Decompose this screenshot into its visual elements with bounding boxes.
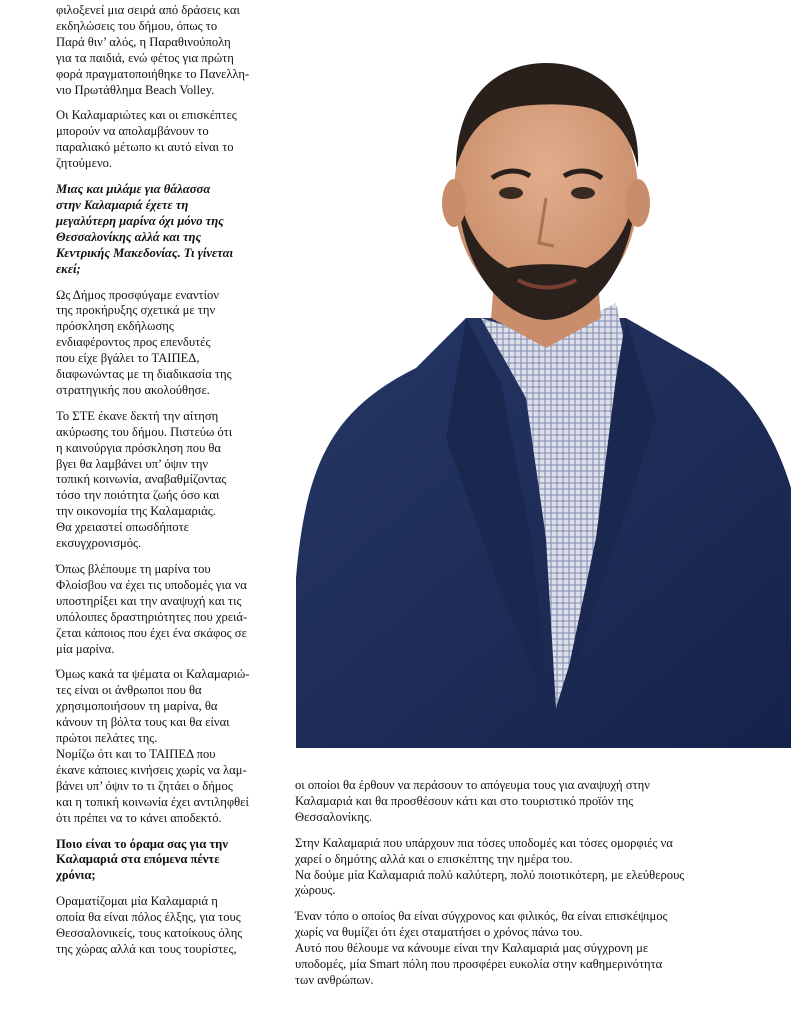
paragraph — [56, 288, 292, 399]
text-line: ζεται κάποιος που έχει ένα σκάφος σε — [56, 625, 247, 640]
text-line: οι οποίοι θα έρθουν να περάσουν το απόγευμα τους για αναψυχή στην — [295, 778, 650, 792]
text-line: Μιας και μιλάμε για θάλασσα — [56, 182, 211, 197]
text-line: νιο Πρωτάθλημα Beach Volley. — [56, 82, 215, 97]
text-line: φιλοξενεί μια σειρά από δράσεις και — [56, 3, 240, 17]
text-line: κάνουν τη βόλτα τους και θα είναι — [56, 715, 230, 730]
text-line: για τα παιδιά, ενώ φέτος για πρώτη — [56, 50, 234, 65]
paragraph — [56, 667, 292, 826]
text-line: τόσο την ποιότητα ζωής όσο και — [56, 488, 220, 503]
text-line: Ποιο είναι το όραμα σας για την — [56, 836, 228, 851]
text-line: Όπως βλέπουμε τη μαρίνα του — [56, 562, 211, 576]
text-line: διαφωνώντας με τη διαδικασία της — [56, 367, 232, 382]
text-line: Οραματίζομαι μία Καλαμαριά η — [56, 894, 218, 909]
text-line: έκανε κάποιες κινήσεις χωρίς να λαμ- — [56, 762, 247, 777]
text-line: τες είναι οι άνθρωποι που θα — [56, 683, 202, 698]
text-line: της χώρας αλλά και τους τουρίστες, — [56, 941, 237, 956]
text-line: χαρεί ο δημότης αλλά και ο επισκέπτης την ημέρα του. — [295, 851, 573, 866]
text-line: Καλαμαριά στα επόμενα πέντε — [56, 852, 220, 867]
portrait-photo — [296, 18, 791, 748]
text-line: των ανθρώπων. — [295, 972, 374, 987]
paragraph — [56, 108, 292, 172]
text-line: τοπική κοινωνία, αναβαθμίζοντας — [56, 472, 227, 487]
paragraph — [56, 894, 292, 958]
text-line: χωρίς να θυμίζει ότι έχει σταματήσει ο χρόνος πάνω του. — [295, 925, 583, 940]
text-line: παραλιακό μέτωπο κι αυτό είναι το — [56, 140, 234, 155]
text-line: της προκήρυξης σχετικά με την — [56, 303, 216, 318]
text-line: εκεί; — [56, 261, 81, 276]
interview-question — [56, 182, 292, 277]
text-line: χρησιμοποιήσουν τη μαρίνα, θα — [56, 699, 218, 714]
interview-question — [56, 837, 292, 885]
text-line: Το ΣΤΕ έκανε δεκτή την αίτηση — [56, 408, 219, 423]
text-line: στην Καλαμαριά έχετε τη — [56, 197, 189, 212]
text-line: χρόνια; — [56, 868, 96, 883]
text-line: Φλοίσβου να έχει τις υποδομές για να — [56, 577, 247, 592]
paragraph — [56, 3, 292, 98]
text-line: Θεσσαλονικείς, τους κατοίκους όλης — [56, 926, 243, 941]
text-line: που είχε βγάλει το ΤΑΙΠΕΔ, — [56, 351, 200, 366]
text-line: οποία θα είναι πόλος έλξης, για τους — [56, 910, 241, 925]
text-line: Παρά θιν’ αλός, η Παραθινούπολη — [56, 34, 231, 49]
text-line: Νομίζω ότι και το ΤΑΙΠΕΔ που — [56, 746, 216, 761]
text-line: και η τοπική κοινωνία έχει αντιληφθεί — [56, 794, 249, 809]
text-line: εκδηλώσεις του δήμου, όπως το — [56, 18, 218, 33]
text-line: Έναν τόπο ο οποίος θα είναι σύγχρονος και φιλικός, θα είναι επισκέψιμος — [295, 909, 668, 924]
paragraph — [56, 562, 292, 657]
text-line: μεγαλύτερη μαρίνα όχι μόνο της — [56, 213, 224, 228]
text-line: Ως Δήμος προσφύγαμε εναντίον — [56, 287, 219, 302]
text-line: ότι πρέπει να το κάνει αποδεκτό. — [56, 810, 222, 825]
text-line: την οικονομία της Καλαμαριάς. — [56, 504, 216, 519]
text-line: βάνει υπ’ όψιν το τι ζητάει ο δήμος — [56, 778, 233, 793]
text-line: Να δούμε μία Καλαμαριά πολύ καλύτερη, πολύ ποιοτικότερη, με ελεύθερους — [295, 867, 685, 882]
text-line: μπορούν να απολαμβάνουν το — [56, 124, 209, 139]
text-line: Θα χρειαστεί οπωσδήποτε — [56, 520, 189, 535]
text-line: φορά πραγματοποιήθηκε το Πανελλη- — [56, 66, 250, 81]
left-text-column — [56, 3, 292, 968]
text-line: Θεσσαλονίκης αλλά και της — [56, 229, 202, 244]
text-line: βγει θα λαμβάνει υπ’ όψιν την — [56, 456, 209, 471]
paragraph — [295, 909, 775, 989]
text-line: υπόλοιπες δραστηριότητες που χρειά- — [56, 609, 248, 624]
text-line: ενδιαφέροντος προς επενδυτές — [56, 335, 211, 350]
bottom-text-column — [295, 778, 775, 999]
text-line: Όμως κακά τα ψέματα οι Καλαμαριώ- — [56, 667, 250, 682]
text-line: Στην Καλαμαριά που υπάρχουν πια τόσες υποδομές και τόσες ομορφιές να — [295, 835, 673, 850]
paragraph — [56, 409, 292, 552]
text-line: πρόσκληση εκδήλωσης — [56, 319, 174, 334]
text-line: εκσυγχρονισμός. — [56, 536, 142, 551]
text-line: Οι Καλαμαριώτες και οι επισκέπτες — [56, 108, 237, 123]
text-line: ζητούμενο. — [56, 156, 113, 171]
text-line: υποστηρίξει και την αναψυχή και τις — [56, 593, 242, 608]
text-line: η καινούργια πρόσκληση που θα — [56, 440, 222, 455]
text-line: υποδομές, μία Smart πόλη που προσφέρει ευκολία στην καθημερινότητα — [295, 957, 663, 972]
text-line: χώρους. — [295, 883, 336, 898]
text-line: ακύρωσης του δήμου. Πιστεύω ότι — [56, 424, 233, 439]
text-line: στρατηγικής που ακολούθησε. — [56, 382, 210, 397]
text-line: Κεντρικής Μακεδονίας. Τι γίνεται — [56, 245, 234, 260]
text-line: Αυτό που θέλουμε να κάνουμε είναι την Καλαμαριά μας σύγχρονη με — [295, 941, 649, 956]
paragraph — [295, 778, 775, 826]
paragraph — [295, 836, 775, 900]
text-line: Θεσσαλονίκης. — [295, 809, 373, 824]
text-line: μία μαρίνα. — [56, 641, 115, 656]
text-line: πρώτοι πελάτες της. — [56, 731, 158, 746]
text-line: Καλαμαριά και θα προσθέσουν κάτι και στο τουριστικό προϊόν της — [295, 793, 634, 808]
